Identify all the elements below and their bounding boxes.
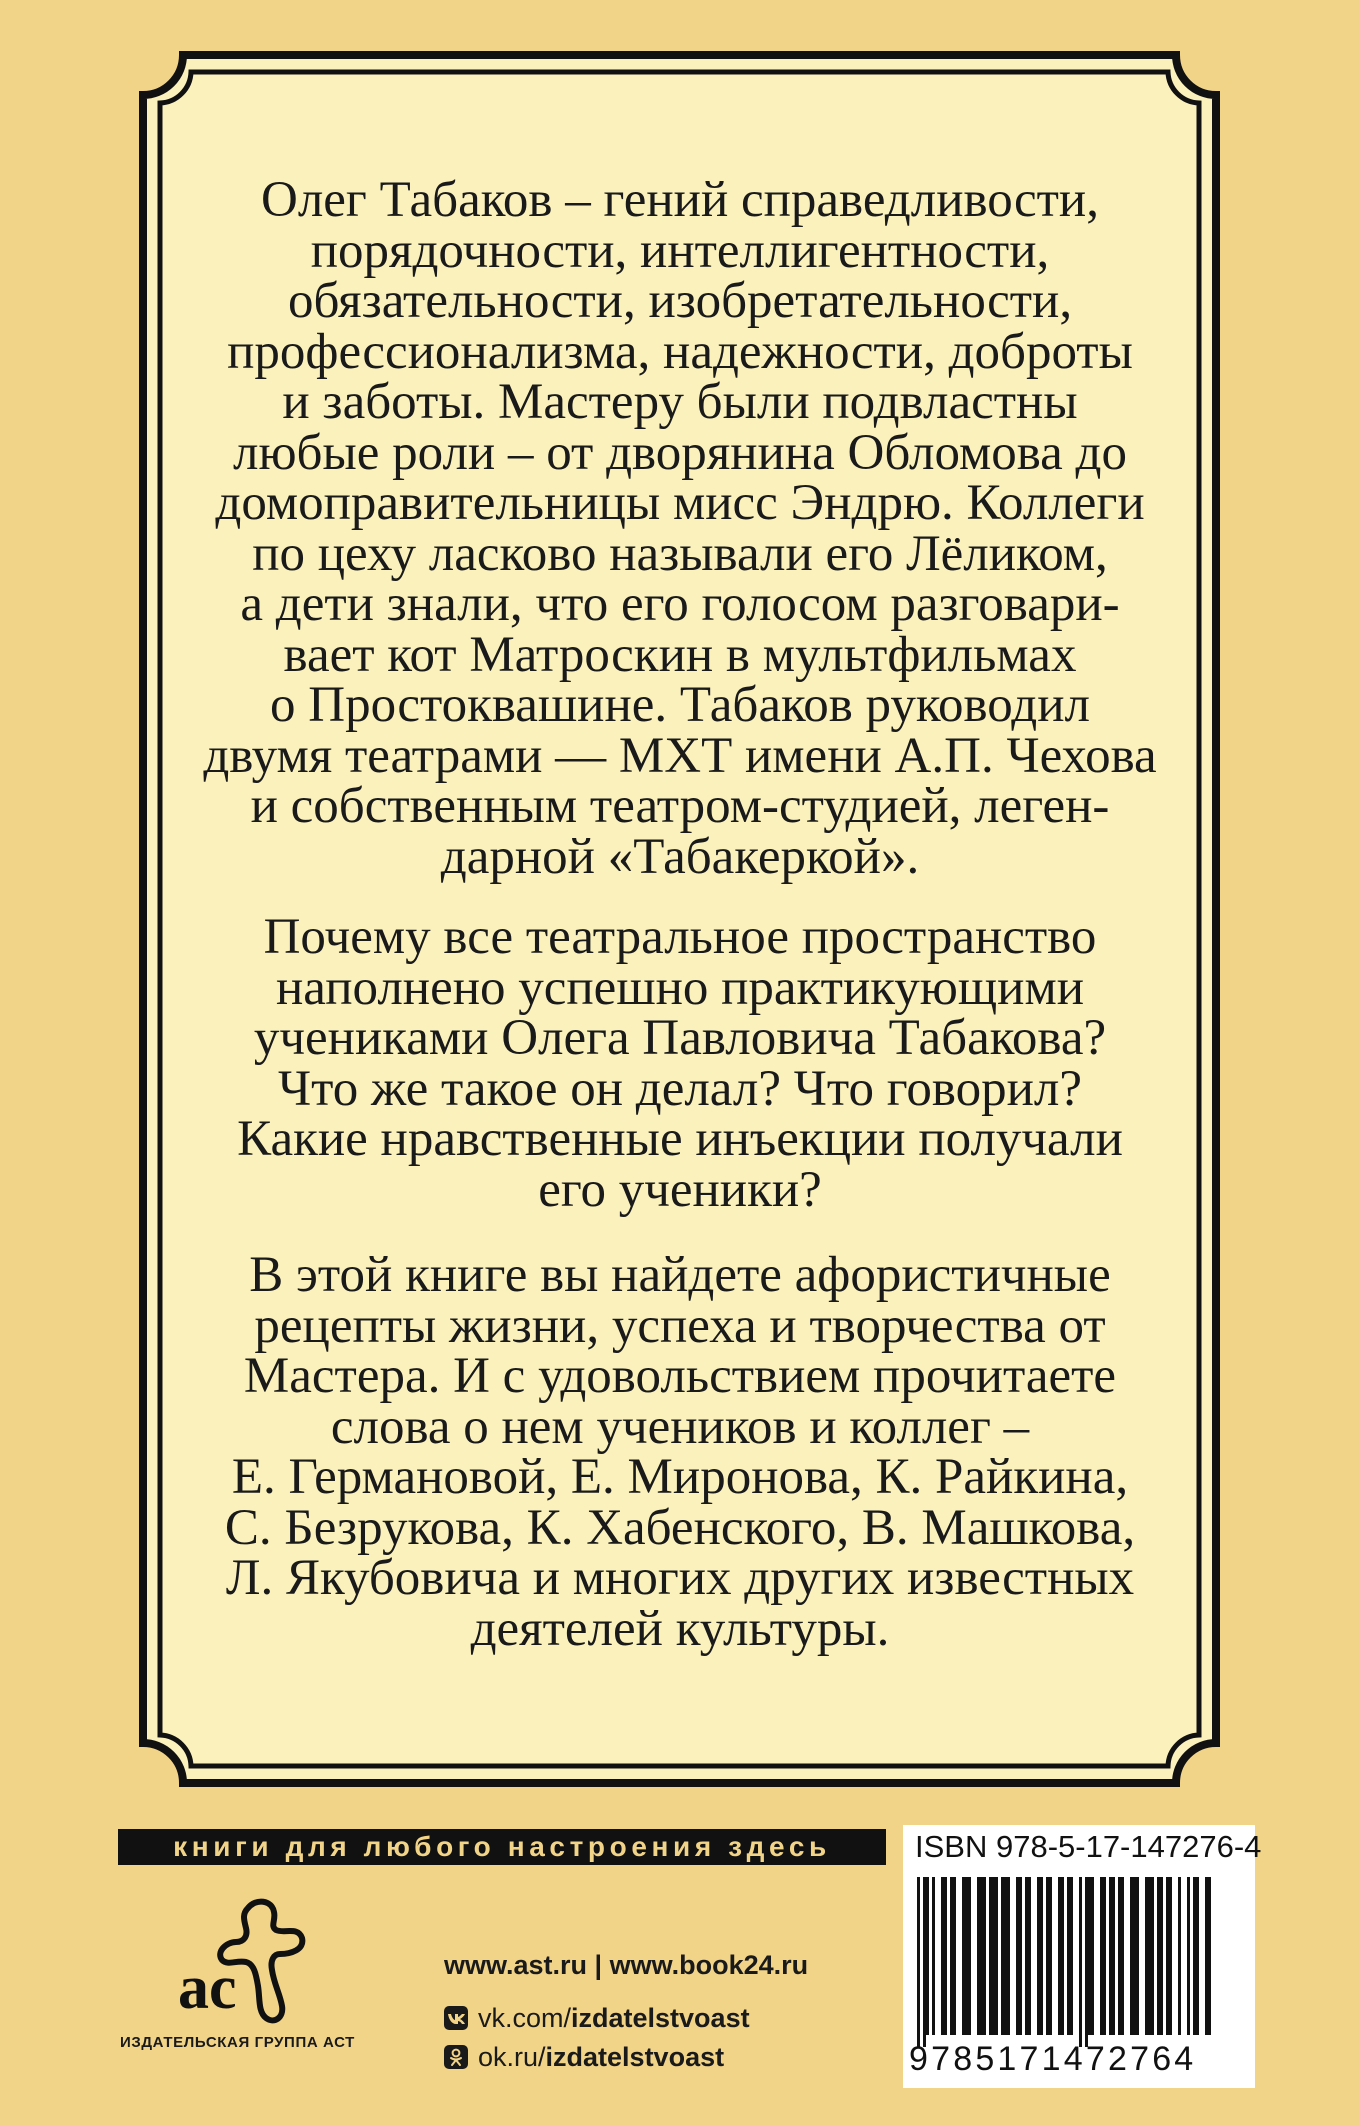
- description-line: учениками Олега Павловича Табакова?: [253, 1010, 1107, 1066]
- barcode-bar: [1178, 1877, 1181, 2035]
- barcode-bar: [1067, 1877, 1073, 2035]
- ast-logo: [170, 1890, 310, 2030]
- barcode-bar: [1118, 1877, 1124, 2035]
- vk-handle: izdatelstvoast: [571, 2003, 750, 2033]
- ok-link[interactable]: [444, 2042, 724, 2073]
- description-paragraph-1: [165, 172, 1195, 885]
- description-line: порядочности, интеллигентности,: [310, 222, 1050, 279]
- description-line: дарной «Табакеркой».: [440, 828, 920, 885]
- barcode-guard-bar: [917, 1877, 920, 2047]
- barcode-bar: [977, 1877, 986, 2035]
- publisher-caption: ИЗДАТЕЛЬСКАЯ ГРУППА АСТ: [120, 2034, 355, 2051]
- description-line: С. Безрукова, К. Хабенского, В. Машкова,: [224, 1499, 1136, 1556]
- barcode-guard-bar: [923, 1877, 926, 2047]
- description-line: вает кот Матроскин в мультфильмах: [283, 626, 1077, 683]
- barcode-guard-bar: [1085, 1877, 1088, 2047]
- description-paragraph-3: [165, 1247, 1195, 1657]
- barcode-bar: [1193, 1877, 1199, 2035]
- barcode-bar: [1187, 1877, 1190, 2035]
- barcode-bar: [1016, 1877, 1022, 2035]
- barcode-bar: [1130, 1877, 1139, 2035]
- description-line: Олег Табаков – гений справедливости,: [261, 172, 1099, 228]
- description-line: Что же такое он делал? Что говорил?: [278, 1060, 1082, 1117]
- description-line: Е. Германовой, Е. Миронова, К. Райкина,: [231, 1449, 1129, 1505]
- isbn-label: ISBN 978-5-17-147276-4: [915, 1829, 1262, 1864]
- barcode-number: 9785171472764: [909, 2040, 1197, 2078]
- barcode-bar: [1100, 1877, 1106, 2035]
- description-line: обязательности, изобретательности,: [287, 273, 1073, 329]
- barcode-bar: [1088, 1877, 1094, 2035]
- barcode-bar: [1037, 1877, 1043, 2035]
- vk-prefix: vk.com/: [478, 2003, 572, 2033]
- publisher-websites[interactable]: www.ast.ru | www.book24.ru: [444, 1950, 809, 1980]
- barcode-bar: [1157, 1877, 1163, 2035]
- description-line: и заботы. Мастеру были подвластны: [282, 374, 1078, 430]
- barcode-bar: [1058, 1877, 1064, 2035]
- barcode-bar: [941, 1877, 947, 2035]
- description-line: его ученики?: [538, 1161, 822, 1218]
- description-paragraph-2: [165, 909, 1195, 1218]
- description-line: любые роли – от дворянина Обломова до: [233, 424, 1127, 481]
- barcode-guard-bar: [1079, 1877, 1082, 2047]
- barcode-bar: [926, 1877, 929, 2035]
- barcode-bar: [932, 1877, 935, 2035]
- description-line: двумя театрами — МХТ имени А.П. Чехова: [203, 727, 1157, 784]
- description-line: о Простоквашине. Табаков руководил: [269, 677, 1090, 733]
- barcode-bar: [1025, 1877, 1031, 2035]
- description-line: и собственным театром-студией, леген-: [250, 778, 1110, 834]
- logo-letters: ac: [178, 1954, 237, 2022]
- barcode-bar: [1001, 1877, 1010, 2035]
- description-line: Мастера. И с удовольствием прочитаете: [243, 1348, 1117, 1404]
- barcode-bar: [962, 1877, 971, 2035]
- description-line: деятелей культуры.: [470, 1600, 890, 1657]
- barcode-bar: [950, 1877, 956, 2035]
- ok-handle: izdatelstvoast: [545, 2042, 725, 2072]
- description-line: слова о нем учеников и коллег –: [330, 1398, 1030, 1455]
- description-line: В этой книге вы найдете афористичные: [249, 1247, 1111, 1303]
- isbn-barcode: [903, 1825, 1262, 2088]
- barcode-bar: [1166, 1877, 1172, 2035]
- barcode-bar: [1046, 1877, 1052, 2035]
- description-line: Л. Якубовича и многих других известных: [225, 1550, 1135, 1606]
- description-line: Какие нравственные инъекции получали: [237, 1111, 1123, 1167]
- description-line: домоправительницы мисс Эндрю. Коллеги: [215, 475, 1145, 531]
- barcode-bar: [1109, 1877, 1115, 2035]
- description-line: а дети знали, что его голосом разговари-: [240, 576, 1120, 632]
- odnoklassniki-icon: [444, 2045, 468, 2069]
- ok-prefix: ok.ru/: [478, 2042, 546, 2072]
- description-line: Почему все театральное пространство: [263, 909, 1097, 965]
- description-line: наполнено успешно практикующими: [275, 959, 1085, 1016]
- description-line: по цеху ласково называли его Лёликом,: [252, 525, 1108, 582]
- barcode-bar: [989, 1877, 998, 2035]
- barcode-bar: [1145, 1877, 1154, 2035]
- vk-icon: [444, 2006, 468, 2030]
- tagline-banner: книги для любого настроения здесь: [118, 1829, 886, 1865]
- description-line: профессионализма, надежности, доброты: [227, 323, 1133, 380]
- barcode-bar: [1205, 1877, 1211, 2035]
- vk-link[interactable]: [444, 2003, 750, 2034]
- description-line: рецепты жизни, успеха и творчества от: [254, 1297, 1106, 1354]
